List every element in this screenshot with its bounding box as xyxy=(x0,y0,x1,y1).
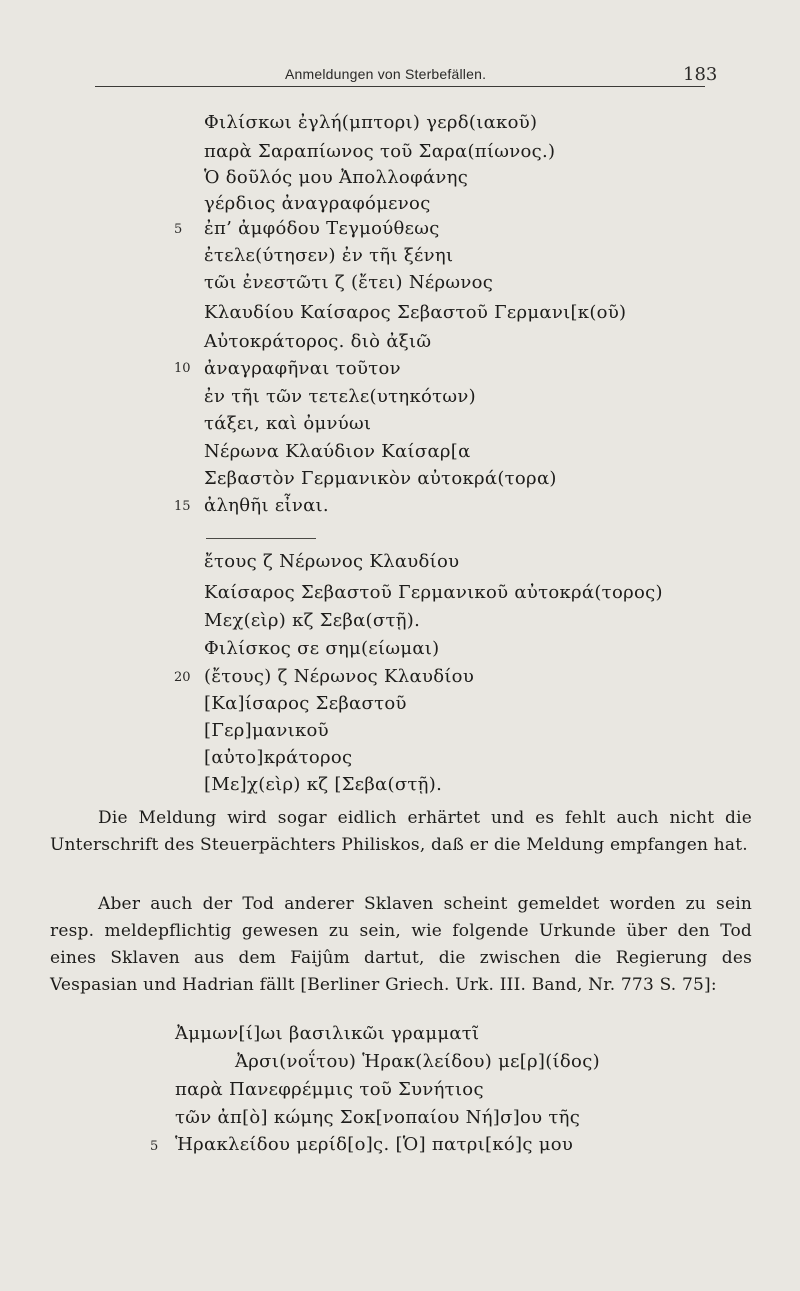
greek-line: Αὐτοκράτορος. διὸ ἀξιῶ xyxy=(204,331,432,352)
separator-rule xyxy=(206,538,316,539)
greek-line: ἐν τῆι τῶν τετελε(υτηκότων) xyxy=(204,386,476,407)
greek-line: Ὁ δοῦλός μου Ἀπολλοφάνης xyxy=(204,167,469,188)
greek-line: Ἀρσι(νοΐτου) Ἡρακ(λείδου) με[ρ](ίδος) xyxy=(235,1051,600,1072)
greek-line: τῶν ἀπ[ὸ] κώμης Σοκ[νοπαίου Νή]σ]ου τῆς xyxy=(175,1107,581,1128)
greek-line: ἐτελε(ύτησεν) ἐν τῆι ξένηι xyxy=(204,245,454,266)
page-header xyxy=(0,60,800,90)
greek-line: τῶι ἐνεστῶτι ζ (ἔτει) Νέρωνος xyxy=(204,272,494,293)
greek-line: [Γερ]μανικοῦ xyxy=(204,720,329,741)
line-number: 15 xyxy=(174,499,191,514)
header-rule xyxy=(95,86,705,87)
line-number: 5 xyxy=(150,1139,159,1154)
greek-line: παρὰ Πανεφρέμμις τοῦ Συνήτιος xyxy=(175,1079,484,1100)
line-number: 5 xyxy=(174,222,183,237)
greek-line: Κλαυδίου Καίσαρος Σεβαστοῦ Γερμανι[κ(οῦ) xyxy=(204,302,627,323)
greek-line: ἀληθῆι εἶναι. xyxy=(204,495,329,516)
greek-line: τάξει, καὶ ὀμνύωι xyxy=(204,413,372,434)
paragraph xyxy=(50,891,752,999)
greek-line: ἐπ’ ἀμφόδου Τεγμούθεως xyxy=(204,218,440,239)
line-number: 10 xyxy=(174,361,191,376)
greek-line: Καίσαρος Σεβαστοῦ Γερμανικοῦ αὐτοκρά(τορος) xyxy=(204,582,663,603)
greek-line: γέρδιος ἀναγραφόμενος xyxy=(204,193,431,214)
running-title: Anmeldungen von Sterbefällen. xyxy=(285,66,487,82)
greek-line: Ἡρακλείδου μερίδ[ο]ς. [Ὁ] πατρι[κό]ς μου xyxy=(175,1134,574,1155)
greek-line: Ἀμμων[ί]ωι βασιλικῶι γραμματῖ xyxy=(175,1023,480,1044)
greek-line: [Κα]ίσαρος Σεβαστοῦ xyxy=(204,693,407,714)
greek-line: Μεχ(εὶρ) κζ Σεβα(στῇ). xyxy=(204,610,421,631)
greek-line: [Με]χ(εὶρ) κζ [Σεβα(στῇ). xyxy=(204,774,443,795)
greek-line: (ἔτους) ζ Νέρωνος Κλαυδίου xyxy=(204,666,475,687)
paragraph xyxy=(50,805,752,859)
greek-line: Φιλίσκωι ἐγλή(μπτορι) γερδ(ιακοῦ) xyxy=(204,112,538,133)
greek-line: παρὰ Σαραπίωνος τοῦ Σαρα(πίωνος.) xyxy=(204,141,556,162)
page-number: 183 xyxy=(683,64,718,85)
greek-line: [αὐτο]κράτορος xyxy=(204,747,353,768)
greek-line: Φιλίσκος σε σημ(είωμαι) xyxy=(204,638,440,659)
line-number: 20 xyxy=(174,670,191,685)
paragraph-text: Die Meldung wird sogar eidlich erhärtet und es fehlt auch nicht die Unterschrift des Steuerpächters Philiskos, daß er die Meldung empfangen hat. xyxy=(50,808,752,855)
greek-line: Σεβαστὸν Γερμανικὸν αὐτοκρά(τορα) xyxy=(204,468,557,489)
greek-line: ἀναγραφῆναι τοῦτον xyxy=(204,358,401,379)
paragraph-text: Aber auch der Tod anderer Sklaven scheint gemeldet worden zu sein resp. meldepflichtig gewesen zu sein, wie folgende Urkunde über den Tod eines Sklaven aus dem Faijûm dartut, die zwischen die Regierung des Vespasian und Hadrian fällt [Berliner Griech. Urk. III. Band, Nr. 773 S. 75]: xyxy=(50,894,752,995)
greek-line: ἔτους ζ Νέρωνος Κλαυδίου xyxy=(204,551,460,572)
greek-line: Νέρωνα Κλαύδιον Καίσαρ[α xyxy=(204,441,471,462)
